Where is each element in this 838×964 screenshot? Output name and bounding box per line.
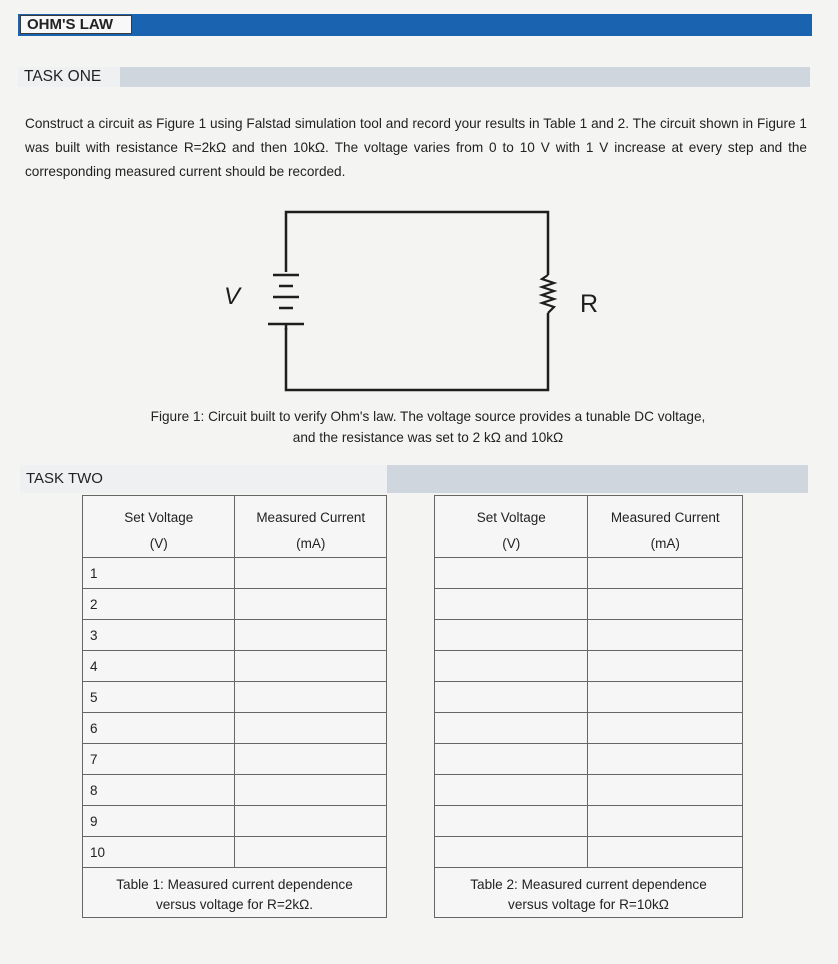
table-1-caption-row	[83, 868, 387, 918]
page-title: OHM'S LAW	[20, 15, 132, 34]
voltage-source-label: V	[224, 283, 241, 310]
voltage-cell[interactable]	[435, 806, 588, 837]
battery-symbol	[268, 275, 304, 330]
voltage-cell[interactable]	[435, 713, 588, 744]
current-cell[interactable]	[588, 744, 743, 775]
current-cell[interactable]	[235, 806, 387, 837]
table-2-voltage-header	[435, 496, 588, 558]
row-index: 7	[83, 744, 235, 775]
header-unit: (mA)	[650, 536, 680, 551]
task-one-instructions: Construct a circuit as Figure 1 using Falstad simulation tool and record your results in Table 1 and 2. The circuit shown in Figure 1 was built with resistance R=2kΩ and then 10kΩ. The voltage varies from 0 to 10 V with 1 V increase at every step and the corresponding measured current should be recorded.	[25, 116, 807, 179]
table-row	[435, 837, 743, 868]
voltage-cell[interactable]	[435, 620, 588, 651]
current-cell[interactable]	[235, 682, 387, 713]
voltage-cell[interactable]	[435, 682, 588, 713]
table-1-header-row	[83, 496, 387, 558]
table-row	[435, 558, 743, 589]
row-index: 5	[83, 682, 235, 713]
table-row	[83, 682, 387, 713]
task-one-bar	[18, 67, 810, 87]
table-row	[435, 775, 743, 806]
table-row	[83, 620, 387, 651]
header-text: Set Voltage	[476, 510, 546, 525]
header-text: Measured Current	[256, 510, 366, 525]
table-row	[435, 651, 743, 682]
voltage-cell[interactable]	[435, 775, 588, 806]
caption-line1: Table 1: Measured current dependence	[116, 877, 353, 892]
resistor-label: R	[580, 290, 599, 318]
table-2-caption	[435, 868, 743, 918]
table-row	[435, 713, 743, 744]
table-2	[434, 495, 743, 918]
caption-line2: versus voltage for R=2kΩ.	[155, 897, 314, 912]
voltage-cell[interactable]	[435, 837, 588, 868]
current-cell[interactable]	[588, 682, 743, 713]
table-2-caption-row	[435, 868, 743, 918]
resistor-symbol	[542, 275, 554, 313]
header-unit: (mA)	[296, 536, 326, 551]
voltage-cell[interactable]	[435, 744, 588, 775]
voltage-cell[interactable]	[435, 651, 588, 682]
figure-caption-line2: and the resistance was set to 2 kΩ and 10kΩ	[292, 430, 564, 445]
table-1-caption	[83, 868, 387, 918]
current-cell[interactable]	[588, 775, 743, 806]
table-2-current-header	[588, 496, 743, 558]
current-cell[interactable]	[588, 620, 743, 651]
table-row	[83, 589, 387, 620]
current-cell[interactable]	[588, 651, 743, 682]
table-row	[435, 620, 743, 651]
row-index: 8	[83, 775, 235, 806]
table-row	[83, 806, 387, 837]
table-row	[83, 837, 387, 868]
current-cell[interactable]	[235, 775, 387, 806]
table-row	[83, 744, 387, 775]
table-row	[435, 744, 743, 775]
row-index: 2	[83, 589, 235, 620]
title-bar	[18, 14, 812, 36]
table-row	[83, 713, 387, 744]
table-1-voltage-header	[83, 496, 235, 558]
task-one-label: TASK ONE	[18, 67, 120, 87]
current-cell[interactable]	[235, 651, 387, 682]
figure-caption	[88, 406, 768, 448]
table-row	[83, 775, 387, 806]
row-index: 10	[83, 837, 235, 868]
header-text: Measured Current	[610, 510, 720, 525]
current-cell[interactable]	[235, 837, 387, 868]
caption-line1: Table 2: Measured current dependence	[470, 877, 707, 892]
table-row	[83, 558, 387, 589]
caption-line2: versus voltage for R=10kΩ	[508, 897, 669, 912]
header-unit: (V)	[502, 536, 521, 551]
table-row	[435, 806, 743, 837]
current-cell[interactable]	[588, 589, 743, 620]
current-cell[interactable]	[235, 620, 387, 651]
voltage-cell[interactable]	[435, 589, 588, 620]
current-cell[interactable]	[235, 558, 387, 589]
table-row	[435, 682, 743, 713]
current-cell[interactable]	[588, 837, 743, 868]
circuit-diagram	[200, 200, 620, 400]
table-1	[82, 495, 387, 918]
current-cell[interactable]	[235, 589, 387, 620]
task-two-label: TASK TWO	[20, 465, 387, 493]
current-cell[interactable]	[235, 713, 387, 744]
row-index: 1	[83, 558, 235, 589]
row-index: 3	[83, 620, 235, 651]
header-text: Set Voltage	[124, 510, 194, 525]
table-2-header-row	[435, 496, 743, 558]
circuit-wires	[286, 212, 548, 390]
table-row	[83, 651, 387, 682]
row-index: 4	[83, 651, 235, 682]
table-1-current-header	[235, 496, 387, 558]
row-index: 6	[83, 713, 235, 744]
current-cell[interactable]	[588, 806, 743, 837]
row-index: 9	[83, 806, 235, 837]
voltage-cell[interactable]	[435, 558, 588, 589]
figure-caption-line1: Figure 1: Circuit built to verify Ohm's law. The voltage source provides a tunable DC voltage,	[150, 409, 706, 424]
current-cell[interactable]	[235, 744, 387, 775]
current-cell[interactable]	[588, 713, 743, 744]
table-row	[435, 589, 743, 620]
current-cell[interactable]	[588, 558, 743, 589]
header-unit: (V)	[149, 536, 168, 551]
